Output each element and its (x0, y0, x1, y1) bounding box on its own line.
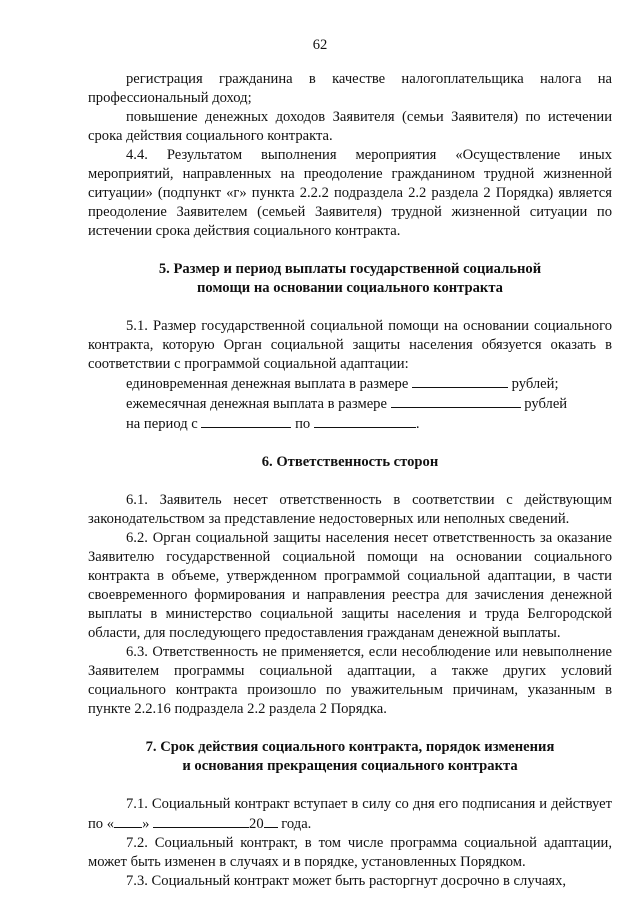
period-to-label: по (295, 416, 311, 432)
clause-7-1-start: 7.1. Социальный контракт вступает в силу со дня его подписания и действует по « (88, 796, 612, 832)
monthly-payment-row (88, 394, 612, 414)
document-body (88, 70, 612, 891)
clause-6-3: 6.3. Ответственность не применяется, если несоблюдение или невыполнение Заявителем программы социальной адаптации, а также других условий социального контракта произошло по уважительным причинам, указанным в пункте 2.2.16 подраздела 2.2 раздела 2 Порядка. (88, 644, 612, 717)
contract-year-blank[interactable] (264, 814, 278, 828)
spacer (88, 298, 612, 317)
clause-7-2: 7.2. Социальный контракт, в том числе программа социальной адаптации, может быть изменен в случаях и в порядке, установленных Порядком. (88, 835, 612, 870)
one-time-amount-blank[interactable] (412, 374, 508, 388)
spacer (88, 776, 612, 795)
clause-7-1-end: года. (281, 816, 312, 832)
clause-7-1-quote: » (142, 816, 150, 832)
spacer (88, 241, 612, 260)
monthly-payment-unit: рублей (524, 396, 568, 412)
spacer (88, 472, 612, 491)
clause-4-4: 4.4. Результатом выполнения мероприятия «Осуществление иных мероприятий, направленных на преодоление гражданином трудной жизненной ситуации» (подпункт «г» пункта 2.2.2 подраздела 2.2 раздела 2 Порядка) является преодоление Заявителем (семьей Заявителя) трудной жизненной ситуации по истечении срока действия социального контракта. (88, 147, 612, 239)
section-5-heading-line-1: 5. Размер и период выплаты государственной социальной (158, 261, 542, 277)
contract-month-blank[interactable] (153, 814, 249, 828)
spacer (88, 719, 612, 738)
one-time-payment-label: единовременная денежная выплата в размере (126, 376, 409, 392)
section-5-heading-line-2: помощи на основании социального контракта (197, 280, 503, 296)
period-from-label: на период с (126, 416, 198, 432)
clause-7-3: 7.3. Социальный контракт может быть расторгнут досрочно в случаях, (126, 873, 567, 889)
clause-5-1: 5.1. Размер государственной социальной помощи на основании социального контракта, которую Орган социальной защиты населения обязуется оказать в соответствии с программой социальной адаптации: (88, 318, 612, 372)
section-7-heading-line-2: и основания прекращения социального контракта (182, 758, 518, 774)
monthly-amount-blank[interactable] (391, 394, 521, 408)
period-end-blank[interactable] (314, 414, 416, 428)
intro-paragraph-2: повышение денежных доходов Заявителя (семьи Заявителя) по истечении срока действия социального контракта. (88, 109, 612, 144)
contract-day-blank[interactable] (114, 814, 142, 828)
clause-6-2: 6.2. Орган социальной защиты населения несет ответственность за оказание Заявителю государственной социальной помощи на основании социального контракта в объеме, утвержденном программой социальной адаптации, в части своевременного формирования и направления реестра для зачисления денежной выплаты в министерство социальной защиты населения и труда Белгородской области, для последующего предоставления гражданам денежной выплаты. (88, 530, 612, 641)
clause-7-1-year: 20 (249, 816, 264, 832)
clause-7-1 (88, 795, 612, 834)
section-7-heading-line-1: 7. Срок действия социального контракта, порядок изменения (145, 739, 555, 755)
period-start-blank[interactable] (201, 414, 291, 428)
spacer (88, 434, 612, 453)
clause-6-1: 6.1. Заявитель несет ответственность в соответствии с действующим законодательством за представление недостоверных или неполных сведений. (88, 492, 612, 527)
one-time-payment-row (88, 374, 612, 394)
period-end-mark: . (415, 416, 420, 432)
page-number: 62 (312, 37, 328, 53)
payment-period-row (88, 414, 612, 434)
one-time-payment-unit: рублей; (511, 376, 559, 392)
section-6-heading: 6. Ответственность сторон (261, 454, 439, 470)
monthly-payment-label: ежемесячная денежная выплата в размере (126, 396, 387, 412)
intro-paragraph-1: регистрация гражданина в качестве налогоплательщика налога на профессиональный доход; (88, 71, 612, 106)
